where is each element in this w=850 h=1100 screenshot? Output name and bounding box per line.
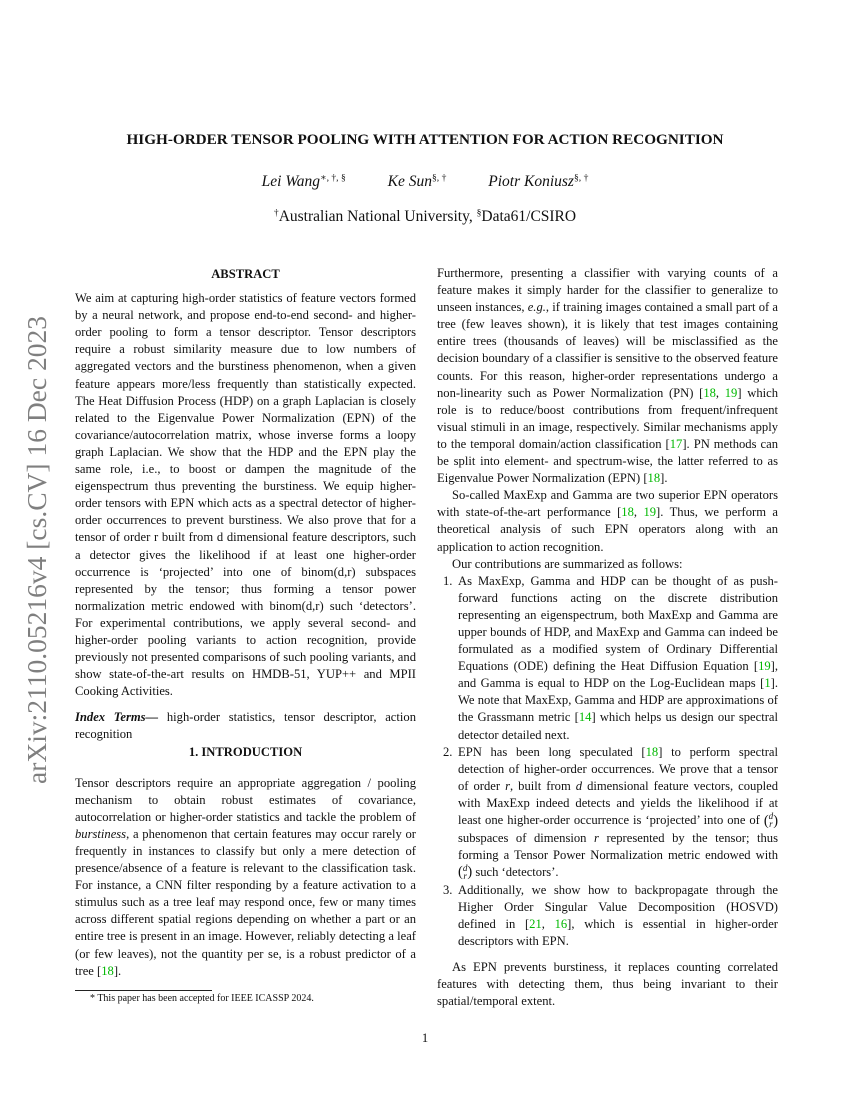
binomial-coefficient: ( d r ): [458, 863, 473, 881]
author-affil-mark: §, †: [573, 172, 589, 184]
body-paragraph: As EPN prevents burstiness, it replaces counting correlated features with detecting them, thus being invariant to their spatial/temporal extent.: [437, 959, 778, 1009]
author-name: Ke Sun: [387, 173, 432, 190]
paper-title: HIGH-ORDER TENSOR POOLING WITH ATTENTION FOR ACTION RECOGNITION: [126, 131, 724, 148]
text-run: So-called MaxExp and Gamma are two superior EPN operators with state-of-the-art performance [: [437, 488, 778, 520]
contribution-text: [458, 745, 778, 879]
text-run: such ‘detectors’.: [472, 864, 559, 879]
author-affil-mark: ∗, †, §: [320, 172, 346, 184]
text-run: Furthermore, presenting a classifier with varying counts of a feature makes it simply harder for the classifier to generalize to unseen instances,: [437, 266, 778, 315]
text-run: represented by the tensor; thus forming a Tensor Power Normalization metric endowed with: [458, 830, 779, 862]
text-run: ]. PN methods can be split into element- and spectrum-wise, the latter referred to as Eigenvalue Power Normalization (EPN) [: [437, 436, 778, 486]
text-run: , a phenomenon that certain features may occur rarely or frequently in instances to classify but only a mere detection of presence/absence of a feature is relevant to the classification task. For instance, a CNN filter responding by a feature activation to a stimulus such as a tree leaf may respond once, few or many times across different spatial regions depending on whether a part or an entire tree is present in an image. However, reliably detecting a leaf (or few leaves), not the quantity per se, is a robust predictor of a tree [: [75, 826, 416, 978]
affiliations: [0, 208, 850, 226]
abstract-text: We aim at capturing high-order statistics of feature vectors formed by a neural network, and propose end-to-end second- and higher-order pooling to form a tensor descriptor. Tensor descriptors require a robust similarity measure due to low numbers of aggregated vectors and the burstiness phenomenon, when a given feature appears more/less frequently than statistically expected. The Heat Diffusion Process (HDP) on a graph Laplacian is closely related to the Eigenvalue Power Normalization (EPN) of the covariance/autocorrelation matrix, whose inverse forms a loopy graph Laplacian. We show that the HDP and the EPN play the same role, i.e., to boost or dampen the magnitude of the eigenspectrum thus preventing the burstiness. We equip higher-order tensors with EPN which acts as a spectral detector of higher-order occurrences to prevent burstiness. We also prove that for a tensor of order r built from d dimensional feature descriptors, such a detector gives the likelihood if at least one higher-order occurrence is ‘projected’ into one of binom(d,r) subspaces represented by the tensor; thus forming a tensor power normalization metric endowed with binom(d,r) such ‘detectors’. For experimental contributions, we apply several second- and higher-order pooling variants to action recognition, provide previously not presented comparisons of such pooling variants, and show state-of-the-art results on HMDB-51, YUP++ and MPII Cooking Activities.: [75, 291, 416, 699]
text-run: ] which role is to reduce/boost contributions from frequent/infrequent visual stimuli in an image, respectively. Similar mechanisms apply to the temporal domain/action classification [: [437, 385, 778, 451]
text-run: ].: [660, 471, 668, 486]
text-run: , if training images contained a small part of a tree (few leaves shown), it is likely that test images containing entire trees (thousands of leaves) will be misclassified as the decision boundary of a classifier is sensitive to the observed feature counts. For this reason, higher-order representations undergo a non-linearity such as Power Normalization (PN) [: [437, 300, 778, 400]
contribution-item: [437, 882, 778, 950]
italic-text: r: [505, 778, 510, 793]
text-run: subspaces of dimension: [458, 830, 595, 845]
text-run: ]. Thus, we perform a theoretical analysis of such EPN operators along with an application to action recognition.: [437, 505, 778, 554]
citation-link[interactable]: 19: [758, 659, 771, 674]
index-terms: [75, 709, 416, 743]
italic-text: r: [594, 830, 599, 845]
italic-text: burstiness: [75, 826, 127, 841]
left-column: [75, 266, 416, 980]
text-run: dimensional feature vectors, coupled with MaxExp indeed detects and yields the likelihood if at least one higher-order occurrence is ‘projected’ into one of: [458, 778, 779, 827]
text-run: ], and Gamma is equal to HDP on the Log-Euclidean maps [: [458, 659, 778, 691]
abstract-heading: ABSTRACT: [211, 267, 280, 281]
citation-link[interactable]: 1: [764, 676, 771, 691]
affil-mark: §: [476, 207, 482, 219]
text-run: ,: [541, 916, 555, 931]
citation-link[interactable]: 18: [703, 385, 716, 400]
author: [388, 173, 447, 190]
text-run: ].: [113, 963, 122, 978]
citation-link[interactable]: 18: [647, 471, 661, 486]
italic-text: d: [575, 778, 583, 793]
text-run: As MaxExp, Gamma and HDP can be thought of as push-forward functions acting on the discrete distribution representing an eigenspectrum, both MaxExp and Gamma are upper bounds of HDP, and MaxExp and Gamma can indeed be formulated as a modified system of Ordinary Differential Equations (ODE) defining the Heat Diffusion Equation [: [458, 573, 778, 674]
body-paragraph: [437, 556, 778, 573]
contribution-item: [437, 573, 778, 744]
text-run: , built from: [510, 778, 576, 793]
citation-link[interactable]: 14: [578, 710, 592, 725]
index-terms-label: Index Terms—: [75, 710, 159, 725]
text-run: Tensor descriptors require an appropriate aggregation / pooling mechanism to obtain robust estimates of covariance, autocorrelation or higher-order statistics and tackle the problem of: [75, 775, 416, 824]
binom-top: d: [462, 863, 468, 874]
citation-link[interactable]: 16: [554, 916, 568, 931]
citation-link[interactable]: 18: [645, 744, 659, 759]
author: [488, 173, 588, 190]
text-run: EPN has been long speculated [: [458, 744, 646, 759]
index-terms-text: high-order statistics, tensor descriptor, action recognition: [75, 710, 416, 742]
binom-bottom: r: [769, 819, 773, 830]
citation-link[interactable]: 18: [101, 963, 114, 978]
text-run: ]. We note that MaxExp, Gamma and HDP are approximations of the Grassmann metric [: [458, 676, 778, 725]
text-run: ,: [715, 385, 725, 400]
affiliation: Australian National University,: [278, 208, 477, 225]
contribution-text: [458, 883, 778, 948]
text-run: ,: [633, 505, 644, 520]
intro-paragraph: [75, 775, 416, 980]
right-column: [437, 265, 778, 1010]
intro-heading: 1. INTRODUCTION: [188, 744, 303, 759]
text-run: Our contributions are summarized as follows:: [452, 556, 683, 571]
list-number: 3.: [443, 882, 453, 897]
list-number: 2.: [443, 744, 453, 759]
citation-link[interactable]: 19: [643, 505, 657, 520]
body-paragraph: [437, 487, 778, 555]
footnote: * This paper has been accepted for IEEE ICASSP 2024.: [90, 993, 314, 1004]
footnote-divider: [75, 990, 212, 991]
author-affil-mark: §, †: [432, 172, 447, 184]
text-run: ] which helps us design our spectral detector detailed next.: [458, 710, 778, 742]
text-run: Additionally, we show how to backpropagate through the Higher Order Singular Value Decomposition (HOSVD) defined in [: [458, 882, 778, 931]
text-run: ], which is essential in higher-order descriptors with EPN.: [458, 916, 778, 948]
citation-link[interactable]: 17: [669, 436, 683, 451]
body-paragraph: [437, 265, 778, 487]
author-name: Piotr Koniusz: [488, 173, 574, 190]
binomial-coefficient: ( d r ): [763, 811, 778, 830]
page-number: 1: [421, 1031, 429, 1045]
text-run: ] to perform spectral detection of higher-order occurrences. We prove that a tensor of order: [458, 744, 779, 793]
affiliation: Data61/CSIRO: [481, 208, 577, 225]
binom-bottom: r: [463, 870, 467, 881]
citation-link[interactable]: 19: [724, 385, 738, 400]
list-number: 1.: [443, 573, 453, 588]
citation-link[interactable]: 21: [529, 916, 542, 931]
affil-mark: †: [273, 207, 279, 219]
author-list: [0, 173, 850, 191]
citation-link[interactable]: 18: [621, 505, 634, 520]
author: [262, 173, 346, 190]
arxiv-identifier-stamp: arXiv:2110.05216v4 [cs.CV] 16 Dec 2023: [21, 316, 52, 784]
contribution-text: [458, 574, 778, 742]
contribution-item: [437, 744, 778, 882]
contributions-list: [437, 573, 778, 950]
binom-top: d: [768, 811, 774, 822]
italic-text: e.g.: [527, 300, 546, 315]
author-name: Lei Wang: [261, 173, 321, 190]
